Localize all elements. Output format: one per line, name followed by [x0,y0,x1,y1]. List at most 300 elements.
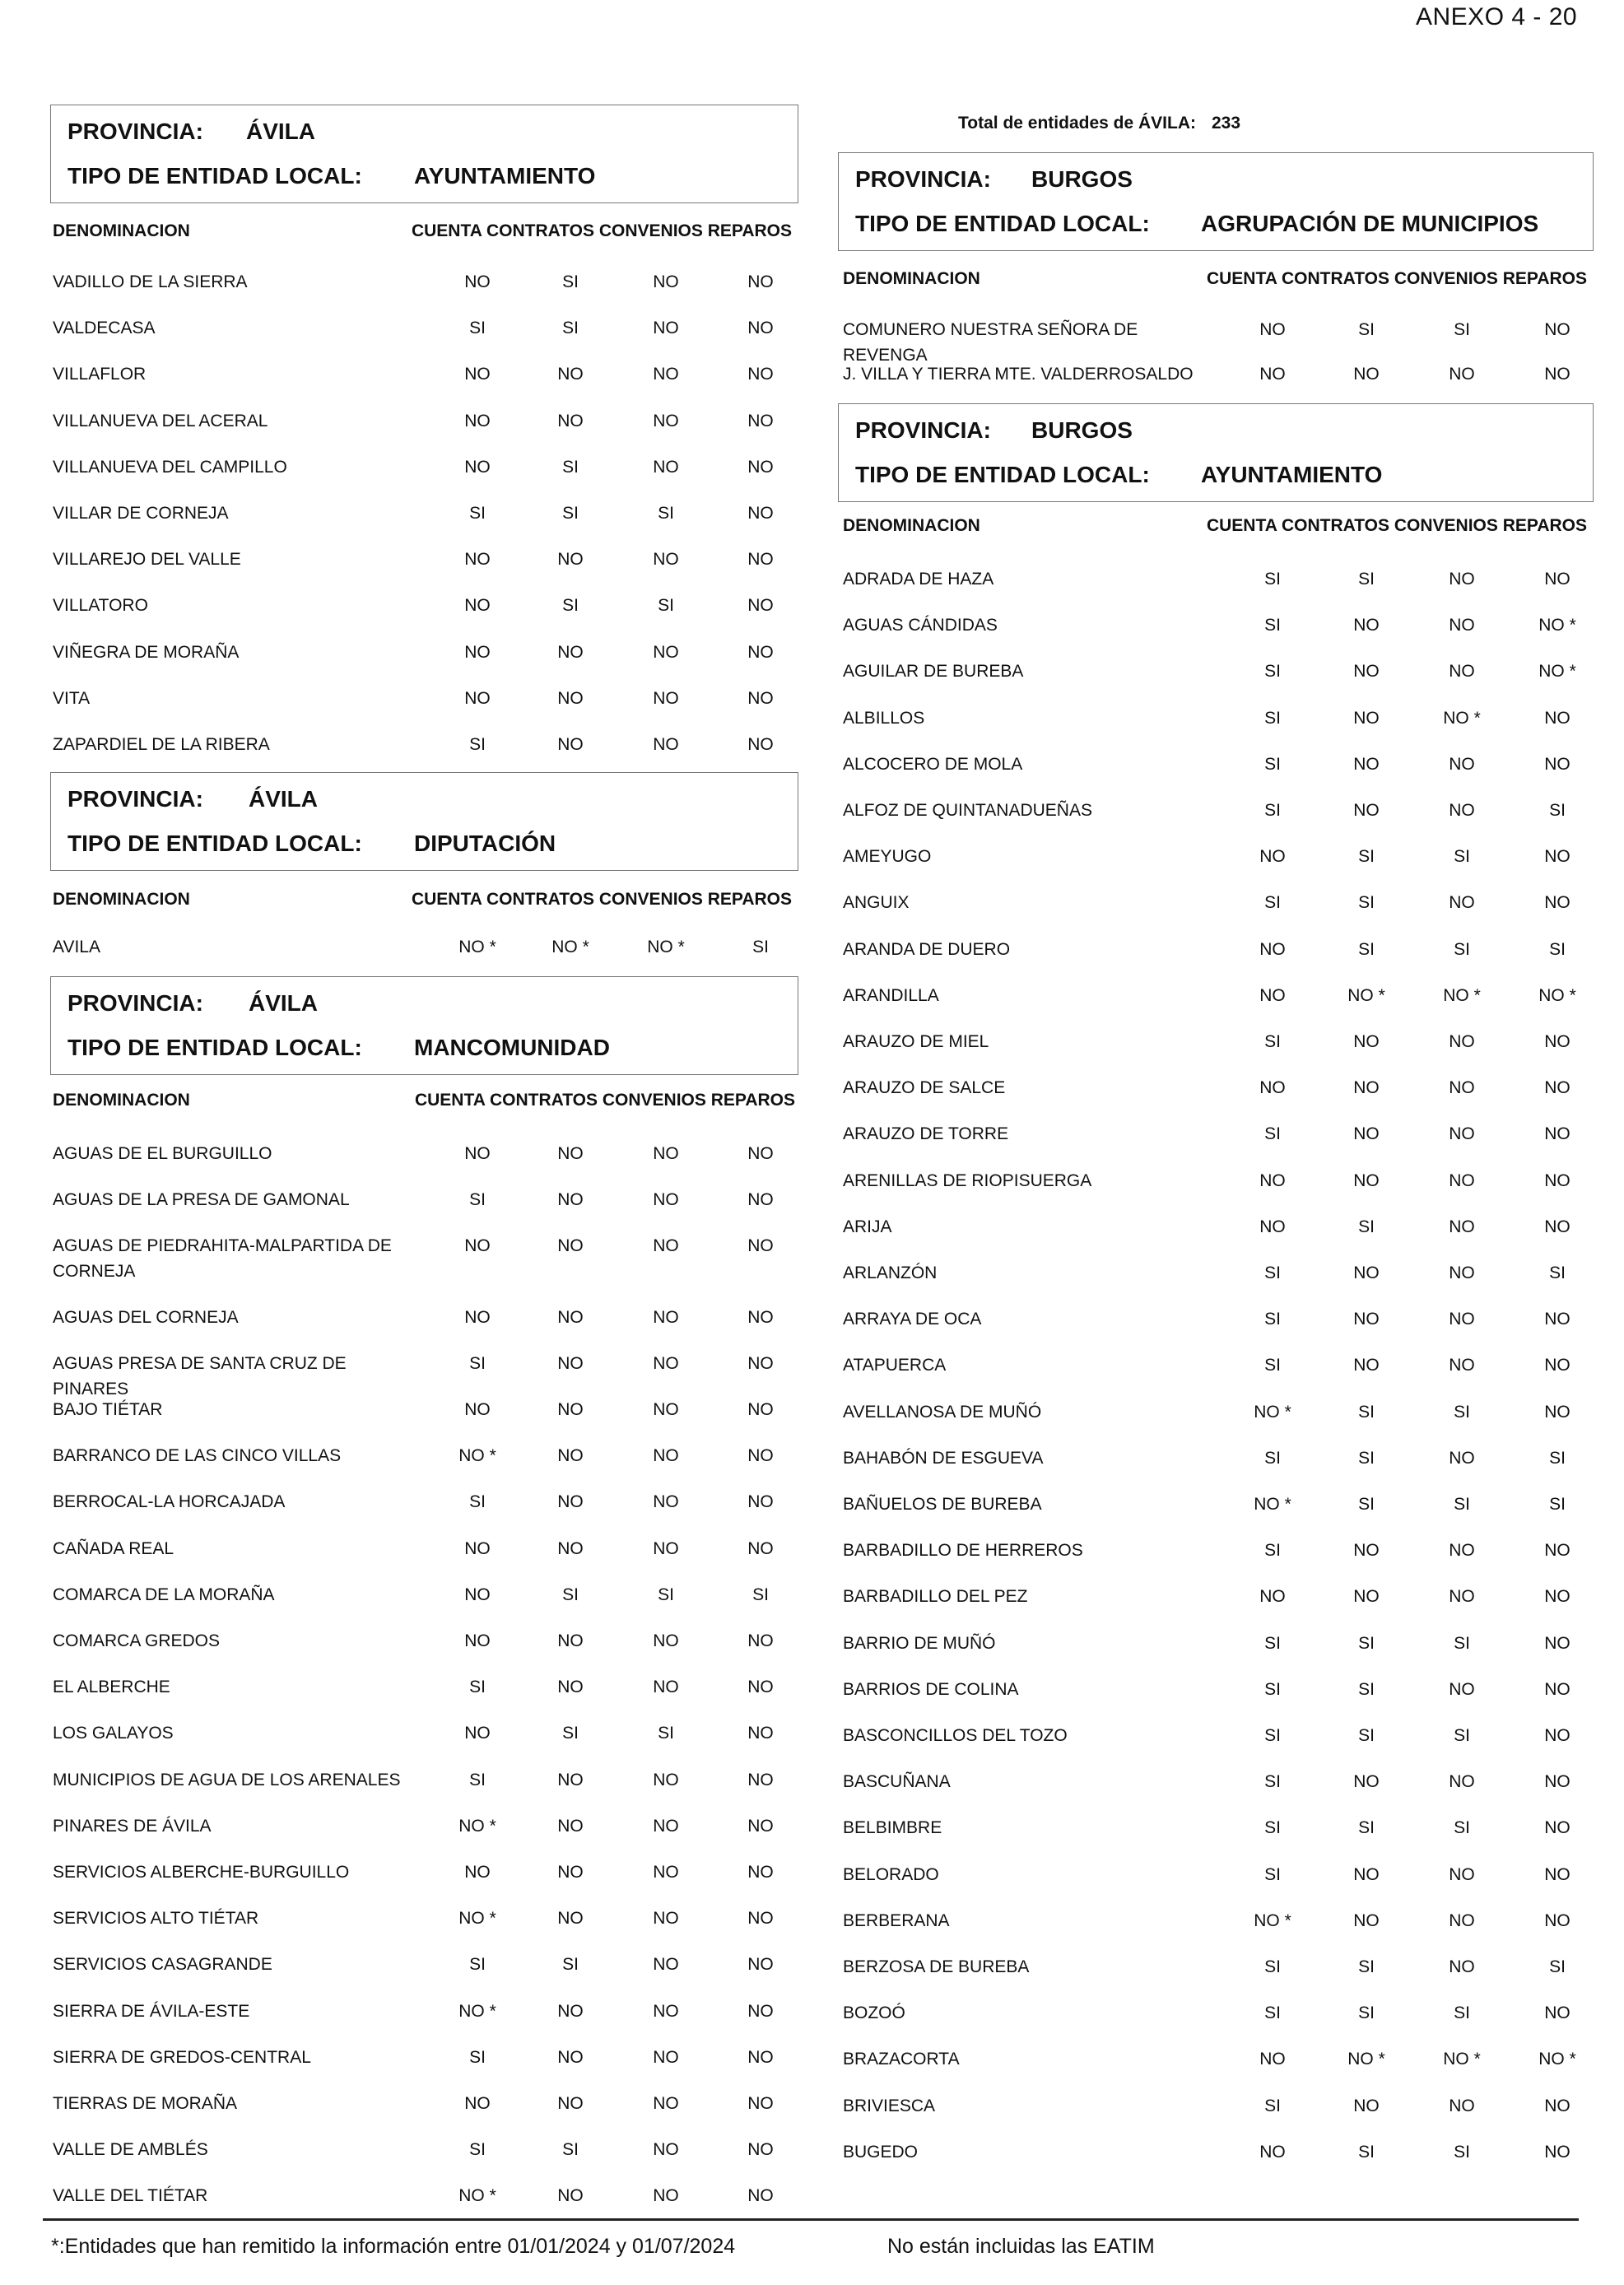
contratos-cell: SI [1358,1818,1375,1838]
cuenta-cell: NO * [458,2001,496,2021]
convenios-cell: NO [1449,1310,1475,1329]
denominacion-cell: AVILA [53,938,100,956]
cuenta-cell: NO [1259,939,1286,959]
convenios-cell: NO [653,1631,679,1650]
provincia-label: PROVINCIA: [855,417,991,443]
convenios-cell: NO [653,1538,679,1558]
convenios-cell: NO [653,2186,679,2206]
convenios-cell: SI [1454,2142,1470,2162]
contratos-cell: NO [1353,616,1380,635]
reparos-cell: NO [747,1909,774,1929]
contratos-cell: SI [1358,1726,1375,1745]
reparos-cell: SI [1549,1495,1566,1514]
contratos-cell: SI [1358,570,1375,589]
contratos-cell: NO [557,1538,584,1558]
contratos-cell: NO [557,2186,584,2206]
denominacion-cell: ARAUZO DE TORRE [843,1124,1009,1144]
reparos-cell: NO [1544,320,1570,339]
cuenta-cell: SI [469,1955,486,1975]
contratos-cell: NO [557,1307,584,1327]
denominacion-cell: COMARCA DE LA MORAÑA [53,1585,275,1604]
convenios-cell: NO [1449,1032,1475,1051]
provincia-value: BURGOS [1031,166,1133,192]
denominacion-cell: VILLAR DE CORNEJA [53,504,229,523]
denominacion-cell: SIERRA DE GREDOS-CENTRAL [53,2047,311,2067]
cuenta-cell: NO [1259,1217,1286,1236]
contratos-cell: NO [557,1863,584,1882]
cuenta-cell: SI [1264,570,1281,589]
reparos-cell: NO [747,1631,774,1650]
cuenta-cell: SI [1264,2096,1281,2115]
reparos-cell: NO [1544,1124,1570,1144]
reparos-cell: NO [1544,708,1570,728]
convenios-cell: SI [1454,2003,1470,2023]
denominacion-cell: BAHABÓN DE ESGUEVA [843,1448,1044,1468]
contratos-cell: NO * [1347,2050,1385,2069]
reparos-cell: NO [747,272,774,291]
denominacion-cell: AGUAS PRESA DE SANTA CRUZ DE PINARES [53,1353,347,1398]
cuenta-cell: SI [469,319,486,338]
reparos-cell: NO [747,2186,774,2206]
tipo-label: TIPO DE ENTIDAD LOCAL: [855,462,1150,487]
denominacion-cell: VALLE DE AMBLÉS [53,2140,208,2160]
cuenta-cell: NO [1259,1587,1286,1607]
cuenta-cell: NO [1259,365,1286,384]
contratos-cell: SI [562,596,579,616]
reparos-cell: NO [1544,1864,1570,1884]
contratos-cell: SI [1358,1495,1375,1514]
convenios-cell: NO [653,1144,679,1163]
header-columns: CUENTA CONTRATOS CONVENIOS REPAROS [1206,516,1587,535]
contratos-cell: SI [562,319,579,338]
reparos-cell: NO [1544,1587,1570,1607]
cuenta-cell: SI [1264,1957,1281,1976]
contratos-cell: NO [557,735,584,754]
contratos-cell: NO [1353,1078,1380,1098]
convenios-cell: NO [653,735,679,754]
denominacion-cell: PINARES DE ÁVILA [53,1816,212,1836]
denominacion-cell: ARANDA DE DUERO [843,939,1011,959]
footnote-right: No están incluidas las EATIM [887,2235,1155,2258]
cuenta-cell: NO [464,688,491,708]
cuenta-cell: NO * [1254,1495,1291,1514]
cuenta-cell: NO * [1254,1910,1291,1930]
convenios-cell: NO [653,1492,679,1512]
cuenta-cell: SI [1264,616,1281,635]
convenios-cell: NO [653,2047,679,2067]
denominacion-cell: BARBADILLO DEL PEZ [843,1587,1028,1607]
cuenta-cell: SI [469,2140,486,2160]
provincia-value: ÁVILA [249,786,318,812]
convenios-cell: NO [653,1955,679,1975]
contratos-cell: SI [1358,847,1375,867]
denominacion-cell: CAÑADA REAL [53,1538,174,1558]
convenios-cell: NO [653,1307,679,1327]
convenios-cell: NO [653,1863,679,1882]
reparos-cell: SI [752,1585,769,1604]
cuenta-cell: SI [1264,1124,1281,1144]
cuenta-cell: NO [464,550,491,570]
tipo-label: TIPO DE ENTIDAD LOCAL: [67,831,362,856]
convenios-cell: NO [653,272,679,291]
convenios-cell: NO [1449,754,1475,774]
reparos-cell: NO [1544,1726,1570,1745]
header-columns: CUENTA CONTRATOS CONVENIOS REPAROS [1206,269,1587,288]
denominacion-cell: BAJO TIÉTAR [53,1400,163,1419]
contratos-cell: NO [1353,1263,1380,1282]
denominacion-cell: TIERRAS DE MORAÑA [53,2094,238,2113]
denominacion-cell: SERVICIOS CASAGRANDE [53,1955,272,1975]
denominacion-cell: BASCUÑANA [843,1772,951,1792]
reparos-cell: NO * [1538,985,1576,1005]
cuenta-cell: NO [464,642,491,662]
contratos-cell: NO [1353,2096,1380,2115]
reparos-cell: NO [1544,365,1570,384]
denominacion-cell: ZAPARDIEL DE LA RIBERA [53,735,270,754]
denominacion-cell: COMUNERO NUESTRA SEÑORA DE REVENGA [843,320,1138,365]
denominacion-cell: ARENILLAS DE RIOPISUERGA [843,1170,1092,1190]
reparos-cell: NO [747,735,774,754]
cuenta-cell: SI [469,735,486,754]
convenios-cell: NO [1449,1448,1475,1468]
denominacion-cell: BAÑUELOS DE BUREBA [843,1495,1042,1514]
tipo-value: AGRUPACIÓN DE MUNICIPIOS [1201,211,1539,236]
total-value: 233 [1212,114,1241,133]
cuenta-cell: NO [1259,985,1286,1005]
denominacion-cell: BARRIO DE MUÑÓ [843,1633,996,1653]
provincia-value: ÁVILA [249,990,318,1016]
reparos-cell: NO [747,550,774,570]
denominacion-cell: BARBADILLO DE HERREROS [843,1541,1083,1561]
footer-divider [43,2218,1579,2221]
reparos-cell: NO * [1538,662,1576,682]
denominacion-cell: AGUILAR DE BUREBA [843,662,1024,682]
convenios-cell: NO [653,550,679,570]
denominacion-cell: AGUAS DE LA PRESA DE GAMONAL [53,1190,350,1210]
convenios-cell: NO [1449,1772,1475,1792]
denominacion-cell: BERBERANA [843,1910,950,1930]
convenios-cell: NO [653,2140,679,2160]
contratos-cell: SI [1358,893,1375,913]
provincia-label: PROVINCIA: [67,990,203,1016]
contratos-cell: NO [557,1353,584,1373]
convenios-cell: NO [653,1353,679,1373]
contratos-cell: NO [557,688,584,708]
tipo-label: TIPO DE ENTIDAD LOCAL: [67,1035,362,1060]
cuenta-cell: SI [1264,2003,1281,2023]
cuenta-cell: SI [1264,1818,1281,1838]
denominacion-cell: AGUAS DE EL BURGUILLO [53,1144,272,1163]
reparos-cell: NO [747,319,774,338]
reparos-cell: NO [1544,754,1570,774]
provincia-label: PROVINCIA: [67,786,203,812]
cuenta-cell: NO [464,457,491,477]
cuenta-cell: SI [1264,754,1281,774]
contratos-cell: SI [562,1955,579,1975]
cuenta-cell: SI [469,1492,486,1512]
contratos-cell: NO [1353,662,1380,682]
cuenta-cell: NO [464,1585,491,1604]
cuenta-cell: SI [1264,1726,1281,1745]
contratos-cell: NO [1353,1910,1380,1930]
cuenta-cell: NO [1259,847,1286,867]
cuenta-cell: SI [1264,662,1281,682]
contratos-cell: SI [562,272,579,291]
provincia-value: BURGOS [1031,417,1133,443]
contratos-cell: NO [557,1190,584,1210]
reparos-cell: NO [747,1816,774,1836]
section-header-box [838,403,1594,502]
convenios-cell: NO [1449,1356,1475,1375]
contratos-cell: SI [562,1724,579,1743]
cuenta-cell: NO [464,1400,491,1419]
cuenta-cell: NO [464,1724,491,1743]
reparos-cell: NO [1544,1402,1570,1422]
convenios-cell: SI [1454,1402,1470,1422]
denominacion-cell: VILLAFLOR [53,365,147,384]
section-header-box [50,105,798,203]
header-denominacion: DENOMINACION [53,221,190,240]
cuenta-cell: NO * [458,2186,496,2206]
denominacion-cell: BELBIMBRE [843,1818,942,1838]
contratos-cell: NO [557,1492,584,1512]
cuenta-cell: NO [464,2094,491,2113]
reparos-cell: NO [1544,1818,1570,1838]
denominacion-cell: VILLANUEVA DEL CAMPILLO [53,457,287,477]
convenios-cell: NO * [1443,708,1481,728]
denominacion-cell: BOZOÓ [843,2003,905,2023]
convenios-cell: NO * [647,938,685,956]
reparos-cell: NO [1544,1170,1570,1190]
reparos-cell: NO [1544,893,1570,913]
convenios-cell: NO [1449,1864,1475,1884]
convenios-cell: NO [1449,893,1475,913]
contratos-cell: NO [557,1144,584,1163]
contratos-cell: NO [557,2047,584,2067]
convenios-cell: NO [653,1400,679,1419]
convenios-cell: NO [1449,1679,1475,1699]
contratos-cell: NO [1353,1310,1380,1329]
section-header-box [50,772,798,871]
convenios-cell: SI [1454,1495,1470,1514]
convenios-cell: NO [1449,1957,1475,1976]
denominacion-cell: VILLATORO [53,596,148,616]
contratos-cell: NO [557,411,584,430]
footnote: *:Entidades que han remitido la información entre 01/01/2024 y 01/07/2024 [51,2235,736,2258]
convenios-cell: NO [1449,1910,1475,1930]
denominacion-cell: LOS GALAYOS [53,1724,174,1743]
reparos-cell: NO [747,2001,774,2021]
contratos-cell: NO [557,642,584,662]
cuenta-cell: NO [464,1631,491,1650]
reparos-cell: NO [747,1538,774,1558]
denominacion-cell: VITA [53,688,91,708]
reparos-cell: NO [1544,1541,1570,1561]
denominacion-cell: ARLANZÓN [843,1263,938,1282]
header-denominacion: DENOMINACION [53,1091,190,1110]
page-label: ANEXO 4 - 20 [1416,3,1578,30]
reparos-cell: NO [747,504,774,523]
convenios-cell: NO [1449,662,1475,682]
denominacion-cell: ATAPUERCA [843,1356,947,1375]
denominacion-cell: AGUAS DEL CORNEJA [53,1307,239,1327]
header-denominacion: DENOMINACION [843,269,980,288]
convenios-cell: NO [1449,2096,1475,2115]
denominacion-cell: COMARCA GREDOS [53,1631,221,1650]
contratos-cell: SI [1358,2142,1375,2162]
cuenta-cell: SI [1264,708,1281,728]
denominacion-cell: ALBILLOS [843,708,925,728]
denominacion-cell: MUNICIPIOS DE AGUA DE LOS ARENALES [53,1770,401,1789]
convenios-cell: SI [658,1724,674,1743]
denominacion-cell: ALCOCERO DE MOLA [843,754,1023,774]
convenios-cell: NO [653,1816,679,1836]
convenios-cell: NO * [1443,2050,1481,2069]
tipo-value: AYUNTAMIENTO [1201,462,1383,487]
contratos-cell: NO [1353,1772,1380,1792]
denominacion-cell: VALDECASA [53,319,156,338]
cuenta-cell: SI [1264,1310,1281,1329]
reparos-cell: NO [747,1678,774,1697]
contratos-cell: NO [557,1236,584,1256]
cuenta-cell: NO [1259,1078,1286,1098]
contratos-cell: SI [1358,320,1375,339]
contratos-cell: NO [1353,754,1380,774]
contratos-cell: SI [1358,2003,1375,2023]
convenios-cell: NO [653,1190,679,1210]
denominacion-cell: ARIJA [843,1217,892,1236]
cuenta-cell: SI [469,1190,486,1210]
denominacion-cell: SERVICIOS ALTO TIÉTAR [53,1909,259,1929]
contratos-cell: SI [562,457,579,477]
cuenta-cell: SI [1264,801,1281,820]
section-header-box [838,152,1594,251]
contratos-cell: NO [557,1631,584,1650]
contratos-cell: SI [1358,1402,1375,1422]
denominacion-cell: ARAUZO DE MIEL [843,1032,989,1051]
reparos-cell: SI [1549,1263,1566,1282]
reparos-cell: NO [747,2140,774,2160]
convenios-cell: SI [1454,939,1470,959]
denominacion-cell: EL ALBERCHE [53,1678,170,1697]
cuenta-cell: NO [1259,1170,1286,1190]
convenios-cell: SI [658,504,674,523]
reparos-cell: NO [747,365,774,384]
cuenta-cell: SI [1264,1356,1281,1375]
cuenta-cell: NO * [458,1816,496,1836]
cuenta-cell: SI [1264,1032,1281,1051]
denominacion-cell: J. VILLA Y TIERRA MTE. VALDERROSALDO [843,365,1194,384]
cuenta-cell: NO [464,1307,491,1327]
cuenta-cell: NO * [1254,1402,1291,1422]
reparos-cell: NO [1544,1910,1570,1930]
contratos-cell: NO [1353,365,1380,384]
cuenta-cell: NO [464,1538,491,1558]
reparos-cell: NO [1544,1679,1570,1699]
denominacion-cell: ARAUZO DE SALCE [843,1078,1006,1098]
convenios-cell: NO [653,2001,679,2021]
contratos-cell: NO [557,550,584,570]
cuenta-cell: NO [464,411,491,430]
convenios-cell: NO [1449,570,1475,589]
convenios-cell: SI [1454,1818,1470,1838]
reparos-cell: NO [747,642,774,662]
cuenta-cell: SI [1264,1263,1281,1282]
reparos-cell: NO [747,1144,774,1163]
header-columns: CUENTA CONTRATOS CONVENIOS REPAROS [411,890,792,909]
reparos-cell: NO [1544,847,1570,867]
reparos-cell: NO [1544,1217,1570,1236]
convenios-cell: NO [653,457,679,477]
contratos-cell: SI [1358,1679,1375,1699]
reparos-cell: NO [1544,1032,1570,1051]
denominacion-cell: ADRADA DE HAZA [843,570,994,589]
cuenta-cell: SI [469,1353,486,1373]
denominacion-cell: VADILLO DE LA SIERRA [53,272,248,291]
reparos-cell: NO [747,411,774,430]
reparos-cell: NO * [1538,2050,1576,2069]
convenios-cell: NO [653,1446,679,1466]
cuenta-cell: SI [1264,1541,1281,1561]
denominacion-cell: AGUAS CÁNDIDAS [843,616,998,635]
contratos-cell: NO [557,2094,584,2113]
denominacion-cell: ANGUIX [843,893,910,913]
contratos-cell: NO [1353,1032,1380,1051]
header-denominacion: DENOMINACION [843,516,980,535]
reparos-cell: NO [1544,1772,1570,1792]
reparos-cell: NO [747,1307,774,1327]
convenios-cell: NO [653,319,679,338]
contratos-cell: NO [557,1816,584,1836]
reparos-cell: NO [747,2047,774,2067]
denominacion-cell: BRIVIESCA [843,2096,936,2115]
denominacion-cell: VIÑEGRA DE MORAÑA [53,642,240,662]
contratos-cell: NO [557,1400,584,1419]
tipo-value: MANCOMUNIDAD [414,1035,610,1060]
reparos-cell: NO [1544,2142,1570,2162]
denominacion-cell: SERVICIOS ALBERCHE-BURGUILLO [53,1863,350,1882]
cuenta-cell: NO * [458,1909,496,1929]
header-columns: CUENTA CONTRATOS CONVENIOS REPAROS [411,221,792,240]
provincia-label: PROVINCIA: [67,119,203,144]
cuenta-cell: SI [1264,1772,1281,1792]
convenios-cell: NO [653,1909,679,1929]
contratos-cell: NO [557,1909,584,1929]
tipo-label: TIPO DE ENTIDAD LOCAL: [67,163,362,188]
convenios-cell: NO [1449,616,1475,635]
convenios-cell: NO [653,642,679,662]
denominacion-cell: BERROCAL-LA HORCAJADA [53,1492,286,1512]
cuenta-cell: SI [469,504,486,523]
reparos-cell: NO [747,1863,774,1882]
denominacion-cell: VILLAREJO DEL VALLE [53,550,241,570]
reparos-cell: NO [747,1492,774,1512]
cuenta-cell: NO [1259,2050,1286,2069]
convenios-cell: NO [1449,1170,1475,1190]
reparos-cell: NO [1544,570,1570,589]
tipo-value: AYUNTAMIENTO [414,163,596,188]
reparos-cell: NO [1544,1633,1570,1653]
denominacion-cell: BRAZACORTA [843,2050,960,2069]
contratos-cell: SI [1358,1957,1375,1976]
convenios-cell: SI [1454,1726,1470,1745]
contratos-cell: SI [562,504,579,523]
reparos-cell: NO [1544,2096,1570,2115]
cuenta-cell: NO [464,1144,491,1163]
contratos-cell: SI [562,2140,579,2160]
convenios-cell: NO [1449,1587,1475,1607]
convenios-cell: NO [653,1678,679,1697]
